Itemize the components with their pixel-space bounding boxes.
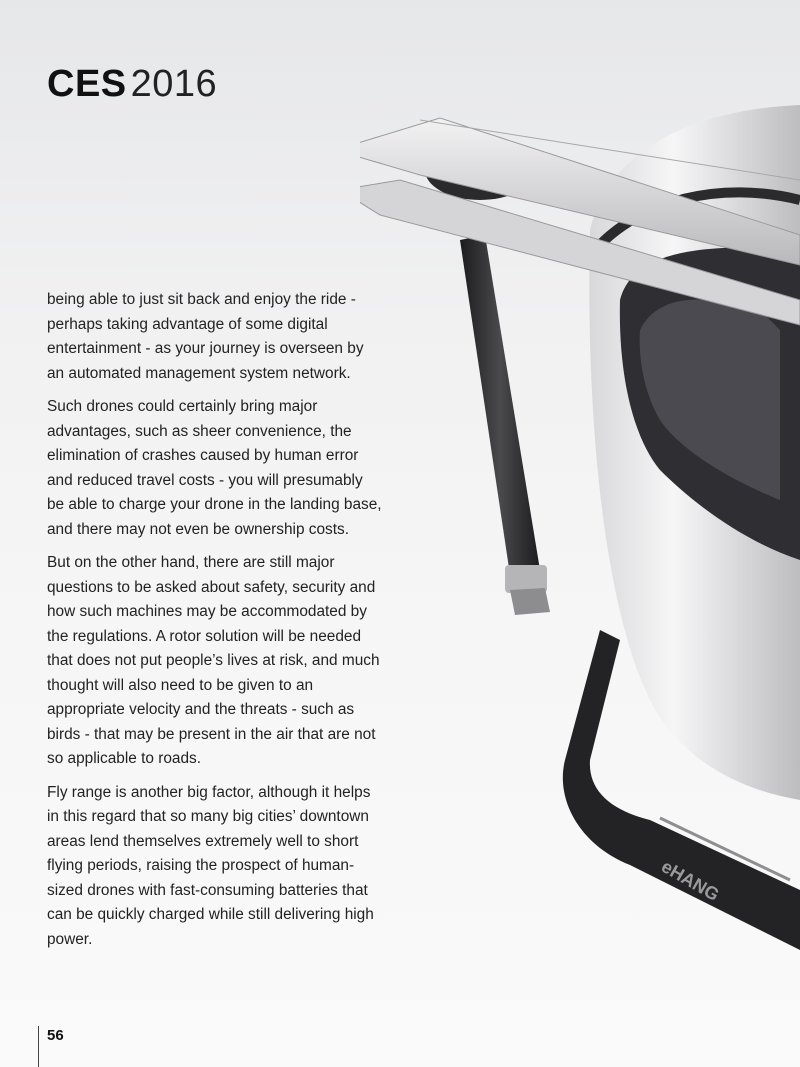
magazine-section-header xyxy=(47,62,217,106)
article-paragraph: But on the other hand, there are still major questions to be asked about safety, security and how such machines may be accommodated by the regulations. A rotor solution will be needed that does not put people’s lives at risk, and much thought will also need to be given to an appropriate velocity and the threats - such as birds - that may be present in the air that are not so applicable to roads. xyxy=(47,554,380,767)
page-number-rule xyxy=(38,1026,39,1067)
section-brand: CES xyxy=(47,63,127,105)
article-paragraph: Fly range is another big factor, although it helps in this regard that so many big cities’ downtown areas lend themselves extremely well to short flying periods, raising the prospect of human-sized drones with fast-consuming batteries that can be quickly charged while still delivering high power. xyxy=(47,783,374,948)
article-body xyxy=(47,288,383,961)
drone-brand-mark: eHANG xyxy=(658,856,723,905)
rotor-arm xyxy=(460,235,550,615)
article-paragraph: being able to just sit back and enjoy the ride - perhaps taking advantage of some digital entertainment - as your journey is overseen by an automated management system network. xyxy=(47,291,364,382)
drone-illustration xyxy=(360,0,800,1067)
article-paragraph: Such drones could certainly bring major advantages, such as sheer convenience, the elimination of crashes caused by human error and reduced travel costs - you will presumably be able to charge your drone in the landing base, and there may not even be ownership costs. xyxy=(47,398,382,538)
page-number: 56 xyxy=(47,1027,64,1044)
section-year: 2016 xyxy=(130,63,218,105)
